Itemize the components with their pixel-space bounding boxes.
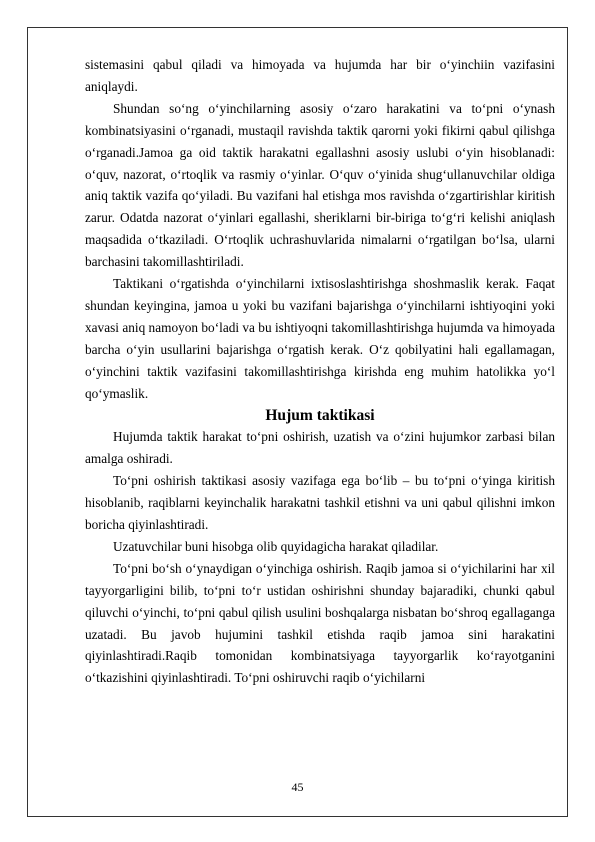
paragraph: Hujumda taktik harakat to‘pni oshirish, uzatish va o‘zini hujumkor zarbasi bilan amalga oshiradi.	[85, 429, 555, 467]
paragraph: Shundan so‘ng o‘yinchilarning asosiy o‘zaro harakatini va to‘pni o‘ynash kombinatsiyasini o‘rganadi, mustaqil ravishda taktik qarorni yoki fikirni qabul qilishga o‘rganadi.Jamoa ga oid taktik harakatni egallashni asosiy uslubi o‘yin hisoblanadi: o‘quv, nazorat, o‘rtoqlik va rasmiy o‘yinlar. O‘quv o‘yinida shug‘ullanuvchilar oldiga aniq taktik vazifa qo‘yiladi. Bu vazifani hal etishga mos ravishda o‘zgartirishlar kiritish zarur. Odatda nazorat o‘yinlari egallashi, sheriklarni bir-biriga to‘g‘ri kelishi aniqlash maqsadida o‘tkaziladi. O‘rtoqlik uchrashuvlarida nimalarni o‘rgatilgan bo‘lsa, ularni barchasini takomillashtiriladi.	[85, 100, 555, 270]
section-heading: Hujum taktikasi	[265, 406, 375, 424]
paragraph: Uzatuvchilar buni hisobga olib quyidagicha harakat qiladilar.	[113, 538, 439, 554]
page-number: 45	[291, 780, 304, 794]
paragraph: To‘pni bo‘sh o‘ynaydigan o‘yinchiga oshirish. Raqib jamoa si o‘yichilarini har xil tayyorgarligini bilib, to‘pni to‘r ustidan oshirishni shunday bajaradiki, chunki qabul qiluvchi o‘yinchi, to‘pni qabul qilish usulini boshqalarga nisbatan bo‘shroq egallaganga uzatadi. Bu javob hujumini tashkil etishda raqib jamoa sini harakatini qiyinlashtiradi.Raqib tomonidan kombinatsiyaga tayyorgarlik ko‘rayotganini o‘tkazishini qiyinlashtiradi. To‘pni oshiruvchi raqib o‘yichilarni	[85, 560, 555, 686]
document-body	[85, 54, 555, 689]
paragraph: To‘pni oshirish taktikasi asosiy vazifaga ega bo‘lib – bu to‘pni o‘yinga kiritish hisoblanib, raqiblarni keyinchalik harakatni tashkil etishni va uni qabul qilishni imkon boricha qiyinlashtiradi.	[85, 473, 555, 533]
paragraph: Taktikani o‘rgatishda o‘yinchilarni ixtisoslashtirishga shoshmaslik kerak. Faqat shundan keyingina, jamoa u yoki bu vazifani bajarishga o‘yinchilarni ishtiyoqini yoki xavasi aniq namoyon bo‘ladi va bu ishtiyoqni takomillashtirishga hujumda va himoyada barcha o‘yin usullarini bajarishga o‘rgatish kerak. O‘z qobilyatini hali egallamagan, o‘yinchini taktik vazifasini takomillashtirishga kirishda eng muhim hatolikka yo‘l qo‘ymaslik.	[85, 276, 555, 401]
paragraph-continuation: sistemasini qabul qiladi va himoyada va hujumda har bir o‘yinchiin vazifasini aniqlaydi.	[85, 57, 555, 94]
